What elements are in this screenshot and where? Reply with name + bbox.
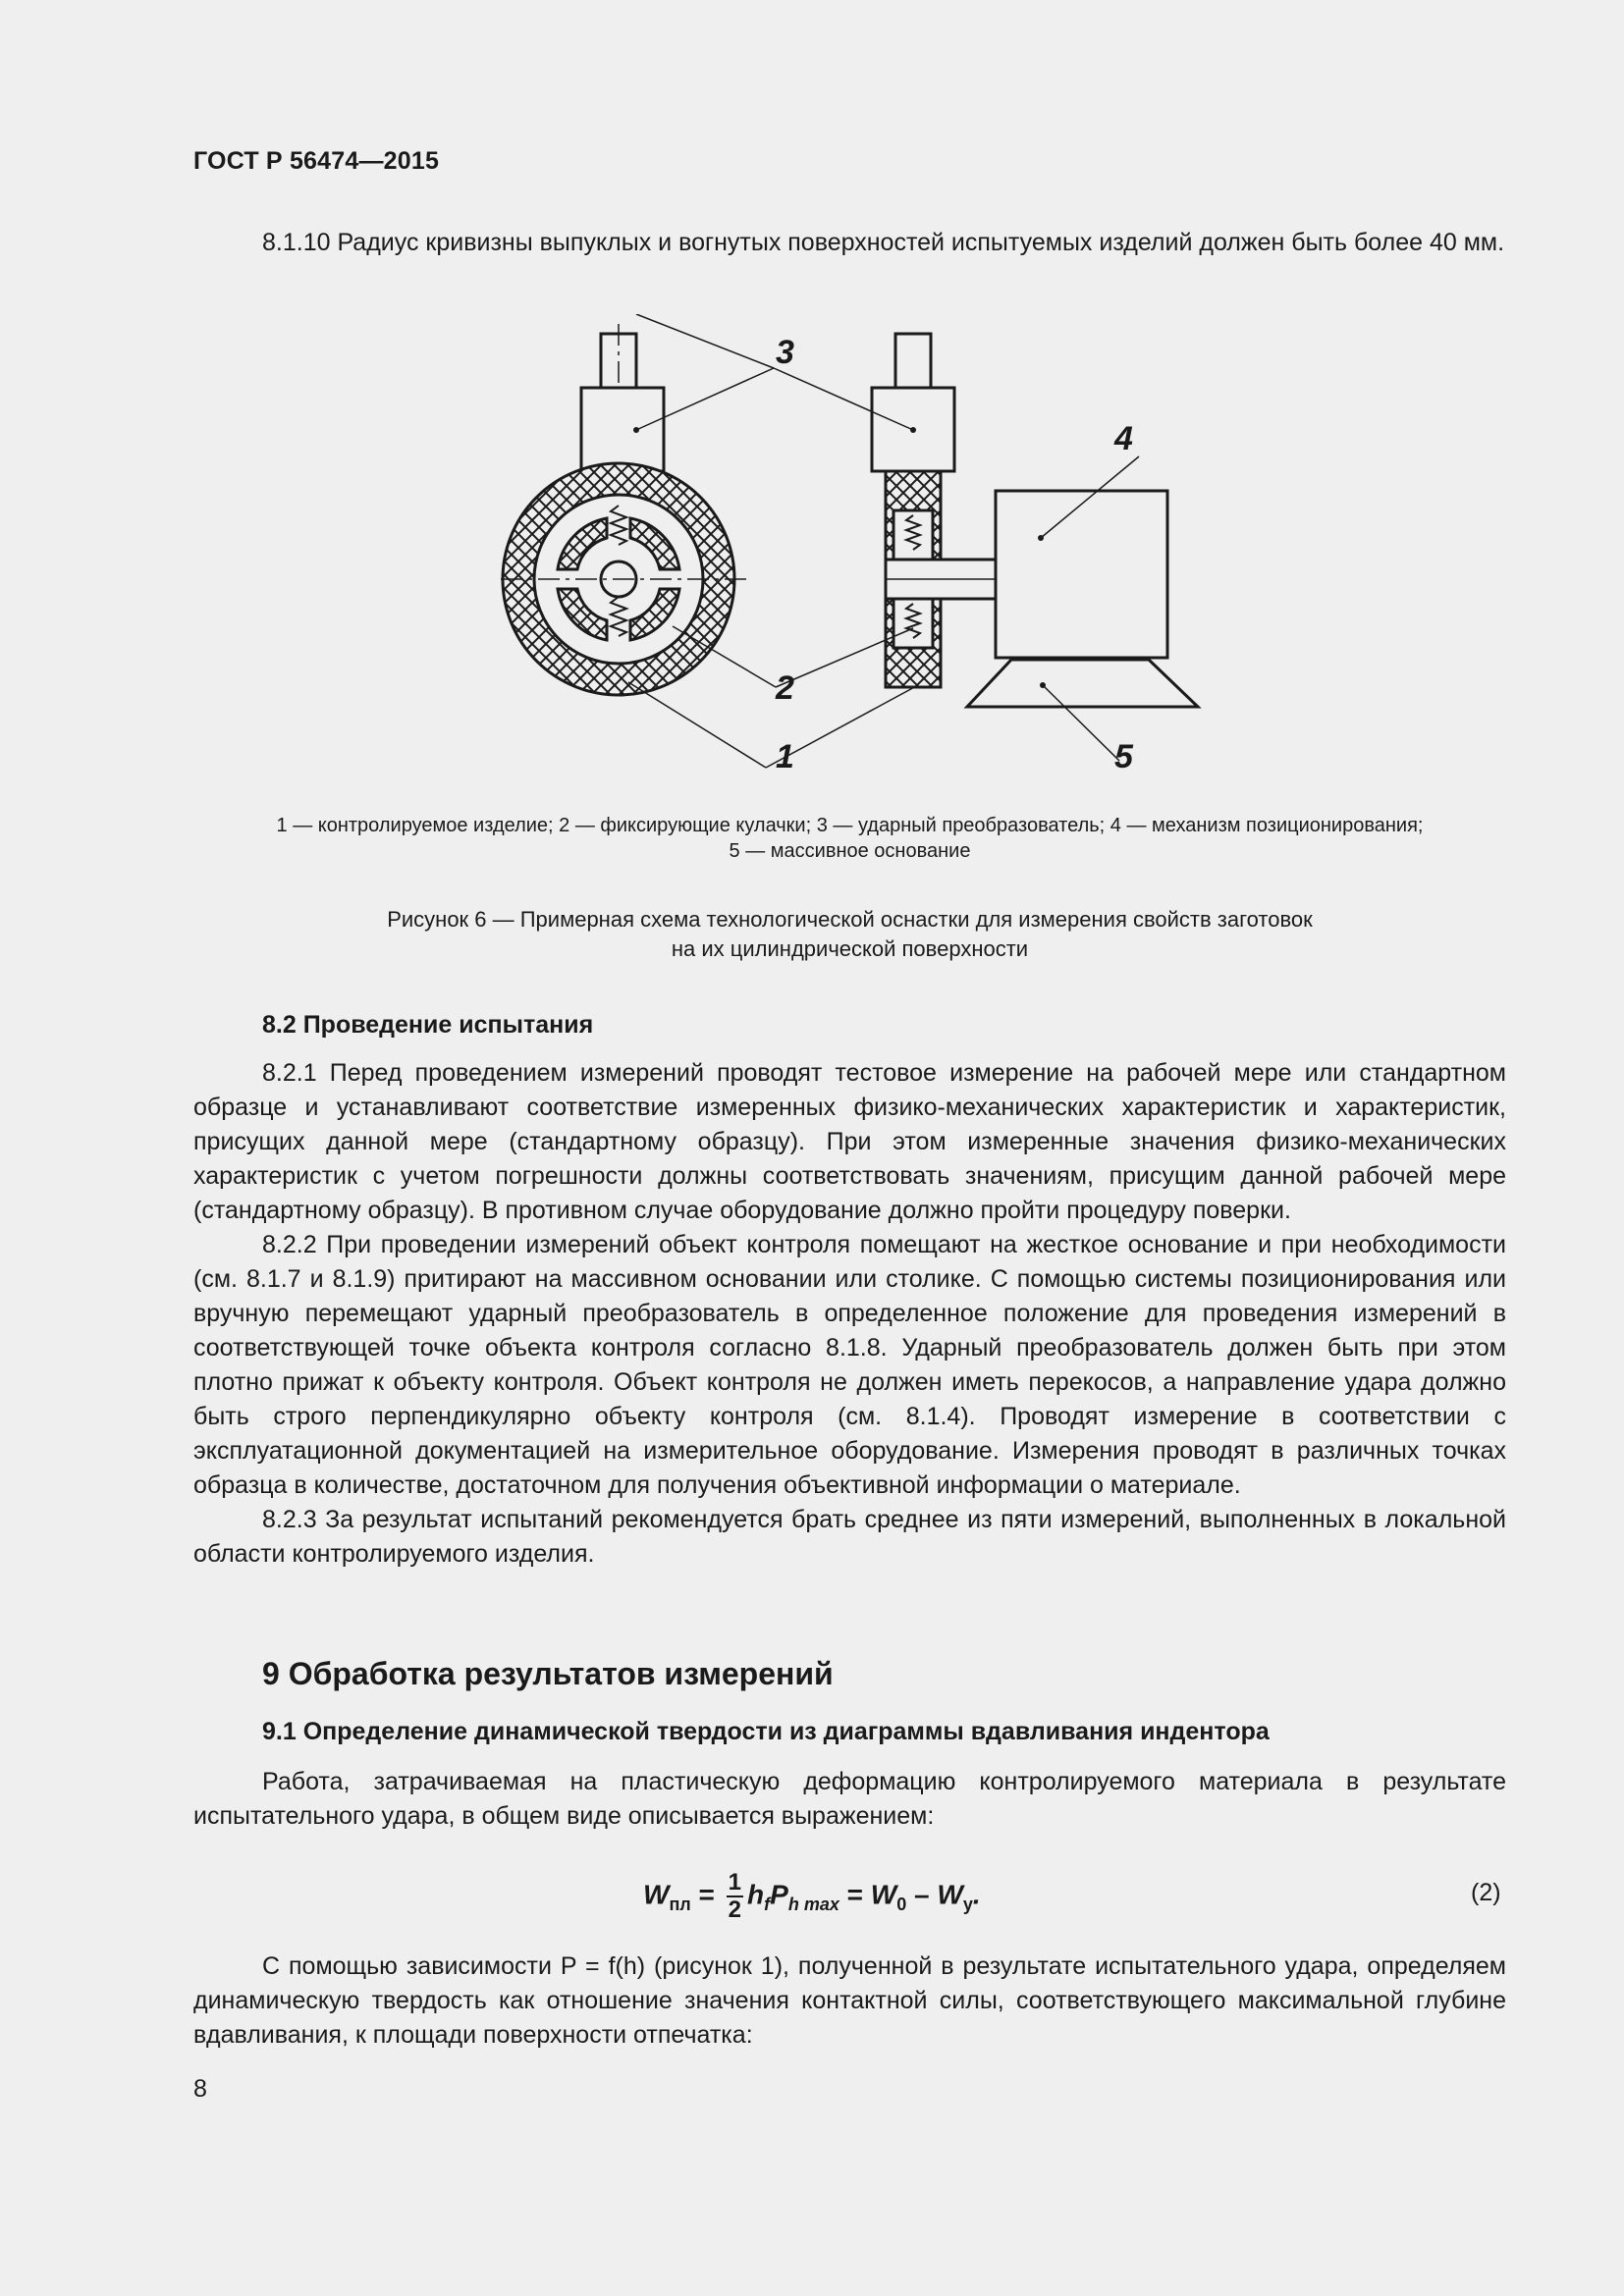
- document-header: ГОСТ Р 56474—2015: [193, 147, 440, 175]
- left-transducer-body: [581, 388, 664, 471]
- label-4: 4: [1114, 420, 1133, 457]
- paragraph-text: 8.1.10 Радиус кривизны выпуклых и вогнутых поверхностей испытуемых изделий должен быть более 40 мм.: [262, 229, 1505, 256]
- page-number: 8: [193, 2075, 207, 2103]
- section-9-heading: 9 Обработка результатов измерений: [262, 1656, 834, 1691]
- paragraph-9-1-dependency: С помощью зависимости P = f(h) (рисунок 1), полученной в результате испытательного удара, определяем динамическую твердость как отношение значения контактной силы, соответствующего максимальной глубине вдавливания, к площади поверхности отпечатка:: [193, 1952, 1506, 2049]
- massive-base: [967, 660, 1198, 707]
- paragraph-8-2-3: 8.2.3 За результат испытаний рекомендуется брать среднее из пяти измерений, выполненных в локальной области контролируемого изделия.: [193, 1506, 1506, 1568]
- caption-line-1: Рисунок 6 — Примерная схема технологической оснастки для измерения свойств заготовок: [387, 907, 1313, 932]
- paragraph-8-2-2: 8.2.2 При проведении измерений объект контроля помещают на жесткое основание и при необходимости (см. 8.1.7 и 8.1.9) притирают на массивном основании или столике. С помощью системы позиционирования или вручную перемещают ударный преобразователь в определенное положение для проведения измерений в соответствующей точке объекта контроля согласно 8.1.8. Ударный преобразователь должен быть при этом плотно прижат к объекту контроля. Объект контроля не должен иметь перекосов, а направление удара должно быть строго перпендикулярно объекту контроля (см. 8.1.4). Проводят измерение в соответствии с эксплуатационной документацией на измерительное оборудование. Измерения проводят в различных точках образца в количестве, достаточном для получения объективной информации о материале.: [193, 1231, 1506, 1499]
- positioning-mechanism: [996, 491, 1167, 658]
- caption-line-2: на их цилиндрической поверхности: [671, 936, 1029, 961]
- section-8-2-body: [193, 1056, 1506, 1572]
- paragraph-8-2-1: 8.2.1 Перед проведением измерений проводят тестовое измерение на рабочей мере или стандартном образце и устанавливают соответствие измеренных физико-механических характеристик и характеристик, присущих данной мере (стандартному образцу). При этом измеренные значения физико-механических характеристик с учетом погрешности должны соответствовать значениям, присущим данной рабочей мере (стандартному образцу). В противном случае оборудование должно пройти процедуру поверки.: [193, 1059, 1506, 1224]
- label-5: 5: [1114, 738, 1133, 775]
- label-2: 2: [776, 669, 794, 707]
- formula-2: $W_{пл}$ = $\frac{1}{2}$ $h_fP_{h max} = W_0 - W_у$.: [643, 1869, 981, 1923]
- label-1: 1: [776, 738, 794, 775]
- paragraph-8-1-10: [193, 226, 1506, 260]
- formula-number: (2): [1471, 1879, 1501, 1906]
- figure-legend: [193, 813, 1506, 864]
- label-3: 3: [776, 334, 794, 371]
- section-8-2-heading: 8.2 Проведение испытания: [262, 1011, 594, 1039]
- section-9-1-heading: 9.1 Определение динамической твердости из диаграммы вдавливания индентора: [262, 1718, 1270, 1745]
- figure-6-diagram: [491, 314, 1237, 785]
- legend-line-2: 5 — массивное основание: [729, 840, 971, 862]
- section-9-1-body: [193, 1949, 1506, 2053]
- section-9-1-intro: [193, 1765, 1506, 1834]
- paragraph-9-1-intro: Работа, затрачиваемая на пластическую деформацию контролируемого материала в результате испытательного удара, в общем виде описывается выражением:: [193, 1768, 1506, 1830]
- legend-line-1: 1 — контролируемое изделие; 2 — фиксирующие кулачки; 3 — ударный преобразователь; 4 — механизм позиционирования;: [276, 815, 1424, 836]
- fraction-one-half: $\frac{1}{2}$: [728, 1869, 742, 1923]
- figure-caption: [193, 905, 1506, 964]
